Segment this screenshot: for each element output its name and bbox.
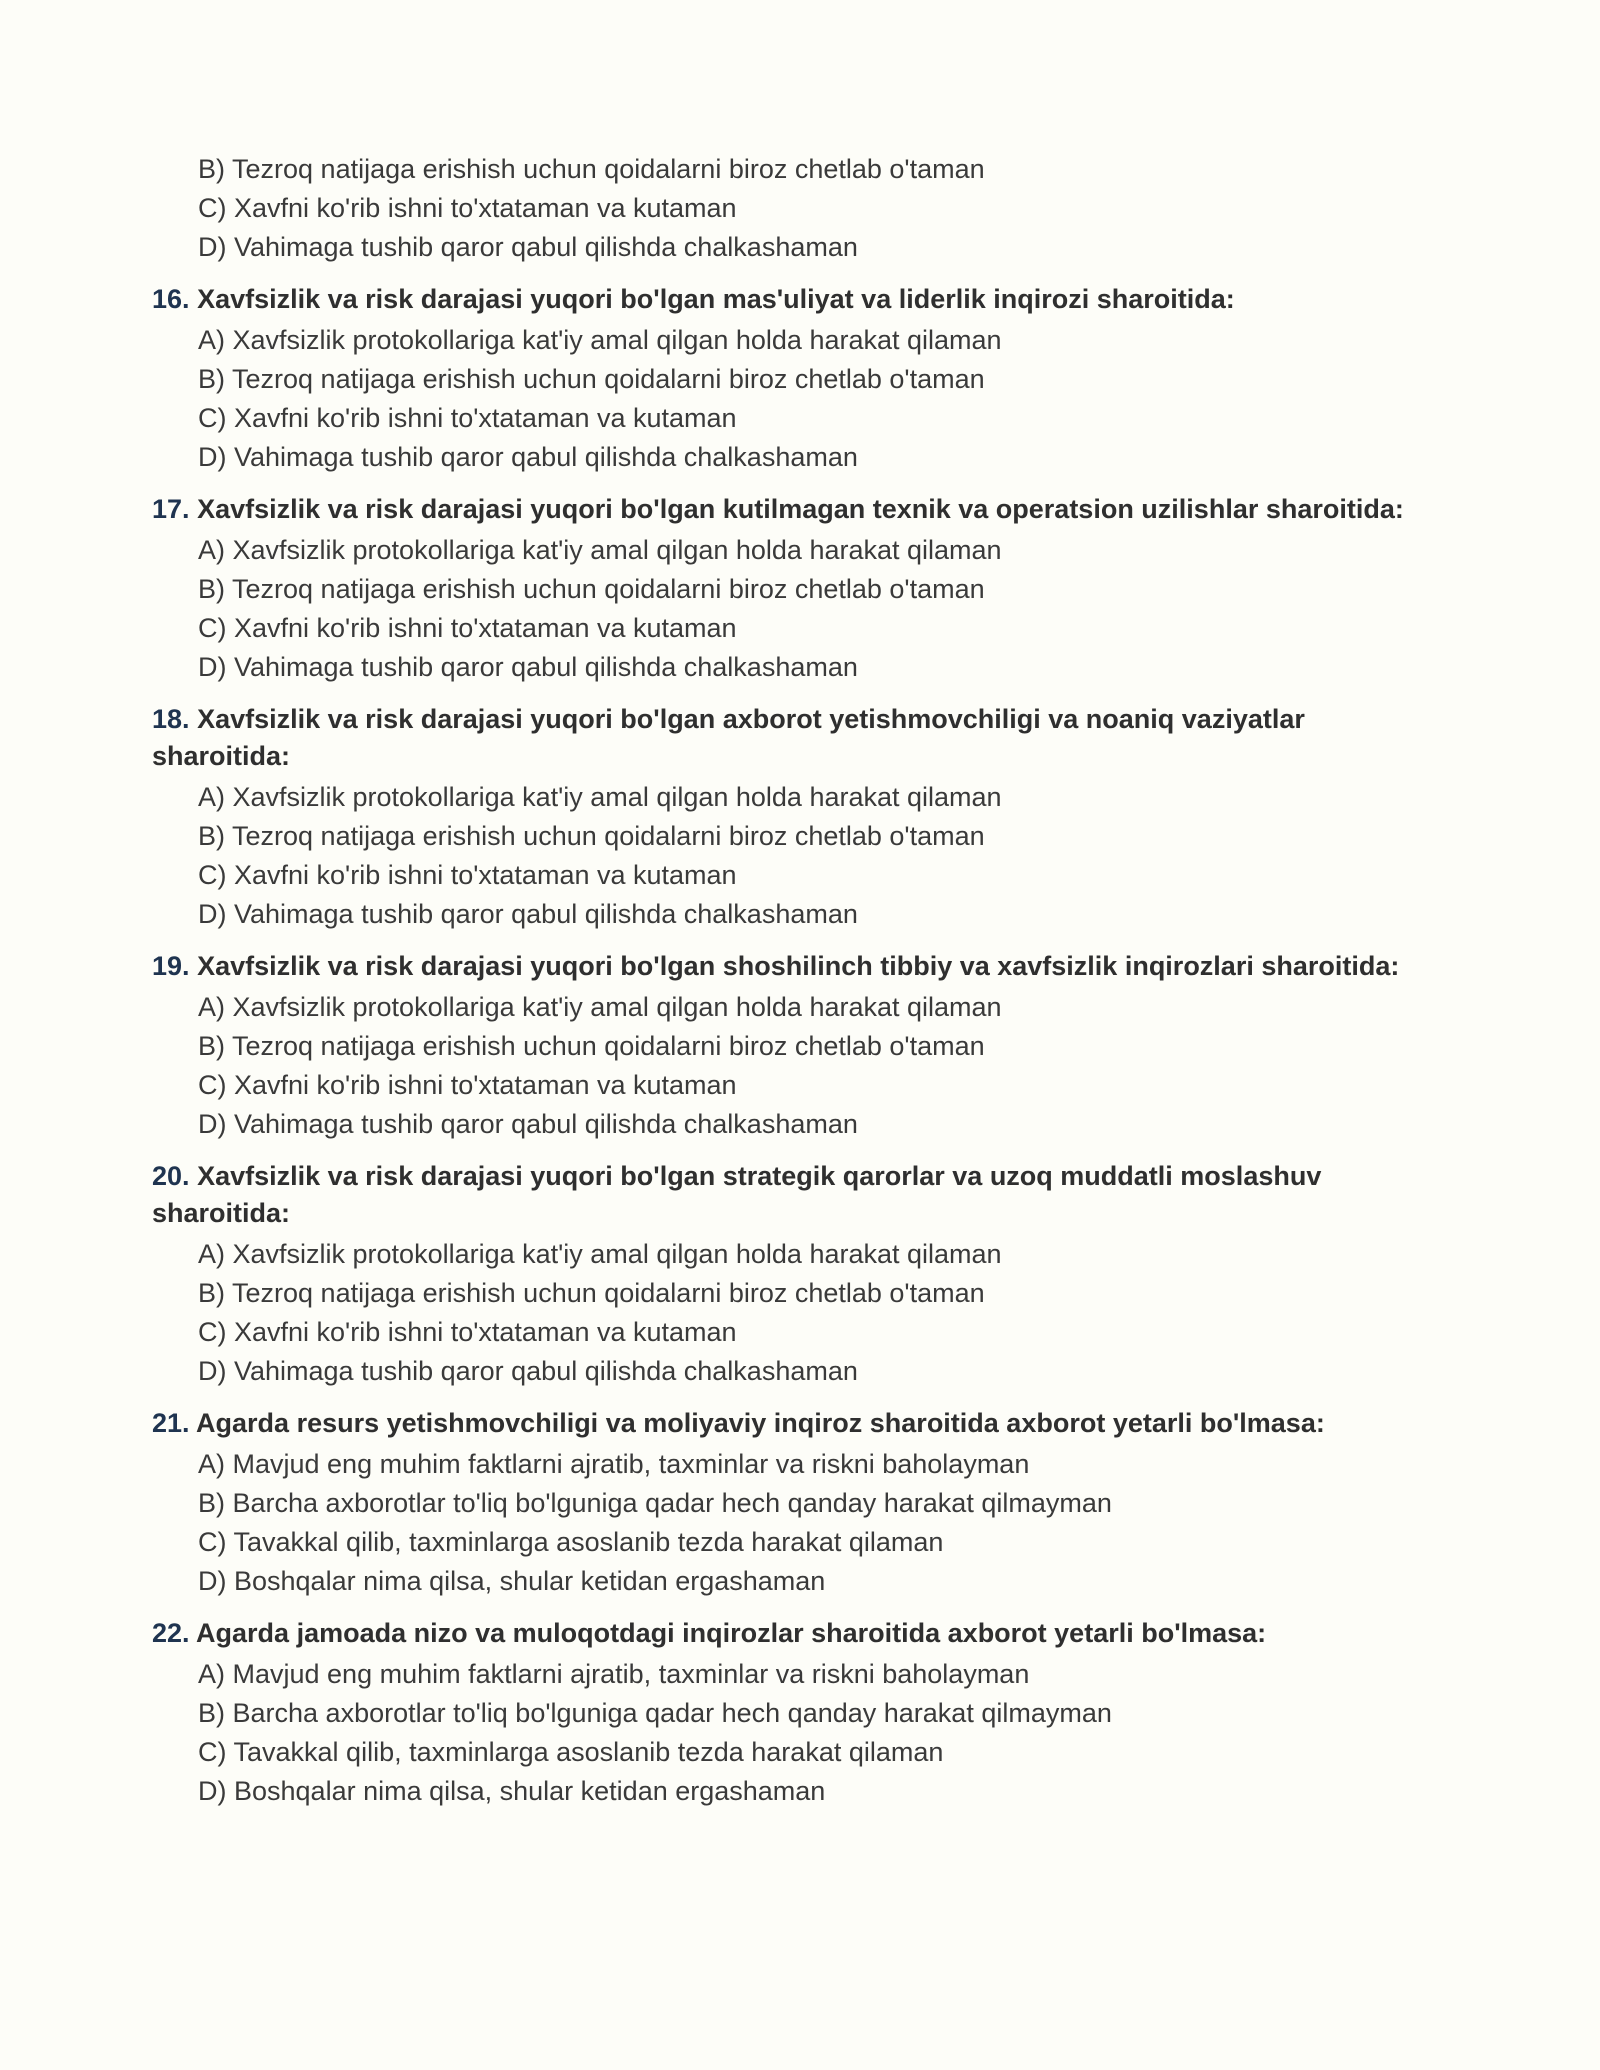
option-a: A) Xavfsizlik protokollariga kat'iy amal qilgan holda harakat qilaman (198, 1239, 1002, 1269)
option-b: B) Tezroq natijaga erishish uchun qoidalarni biroz chetlab o'taman (198, 821, 985, 851)
option-b: B) Tezroq natijaga erishish uchun qoidalarni biroz chetlab o'taman (198, 154, 985, 184)
option-a: A) Xavfsizlik protokollariga kat'iy amal qilgan holda harakat qilaman (198, 535, 1002, 565)
question-text (152, 1615, 1442, 1652)
question-prompt: Xavfsizlik va risk darajasi yuqori bo'lgan strategik qarorlar va uzoq muddatli moslashuv sharoitida: (152, 1161, 1322, 1228)
continued-options (152, 150, 1452, 267)
question-text (152, 1405, 1442, 1442)
question-16 (152, 281, 1452, 477)
option-b: B) Tezroq natijaga erishish uchun qoidalarni biroz chetlab o'taman (198, 1031, 985, 1061)
option-d: D) Boshqalar nima qilsa, shular ketidan ergashaman (198, 1776, 826, 1806)
question-number: 20. (152, 1161, 190, 1191)
document-page (152, 150, 1452, 1811)
option-d: D) Vahimaga tushib qaror qabul qilishda chalkashaman (198, 1356, 858, 1386)
option-a: A) Xavfsizlik protokollariga kat'iy amal qilgan holda harakat qilaman (198, 325, 1002, 355)
question-prompt: Xavfsizlik va risk darajasi yuqori bo'lgan axborot yetishmovchiligi va noaniq vaziyatlar sharoitida: (152, 704, 1305, 771)
option-a: A) Xavfsizlik protokollariga kat'iy amal qilgan holda harakat qilaman (198, 782, 1002, 812)
option-b: B) Barcha axborotlar to'liq bo'lguniga qadar hech qanday harakat qilmayman (198, 1488, 1112, 1518)
option-a: A) Mavjud eng muhim faktlarni ajratib, taxminlar va riskni baholayman (198, 1449, 1030, 1479)
option-c: C) Xavfni ko'rib ishni to'xtataman va kutaman (198, 193, 737, 223)
question-19 (152, 948, 1452, 1144)
question-number: 22. (152, 1618, 190, 1648)
option-b: B) Tezroq natijaga erishish uchun qoidalarni biroz chetlab o'taman (198, 574, 985, 604)
option-a: A) Xavfsizlik protokollariga kat'iy amal qilgan holda harakat qilaman (198, 992, 1002, 1022)
option-d: D) Vahimaga tushib qaror qabul qilishda chalkashaman (198, 1109, 858, 1139)
question-prompt: Xavfsizlik va risk darajasi yuqori bo'lgan shoshilinch tibbiy va xavfsizlik inqirozlari sharoitida: (197, 951, 1400, 981)
option-d: D) Vahimaga tushib qaror qabul qilishda chalkashaman (198, 652, 858, 682)
option-d: D) Vahimaga tushib qaror qabul qilishda chalkashaman (198, 899, 858, 929)
question-text (152, 701, 1442, 775)
question-prompt: Agarda jamoada nizo va muloqotdagi inqirozlar sharoitida axborot yetarli bo'lmasa: (196, 1618, 1267, 1648)
option-b: B) Barcha axborotlar to'liq bo'lguniga qadar hech qanday harakat qilmayman (198, 1698, 1112, 1728)
option-c: C) Tavakkal qilib, taxminlarga asoslanib tezda harakat qilaman (198, 1527, 944, 1557)
question-number: 16. (152, 284, 190, 314)
question-prompt: Xavfsizlik va risk darajasi yuqori bo'lgan mas'uliyat va liderlik inqirozi sharoitida: (197, 284, 1235, 314)
question-number: 19. (152, 951, 190, 981)
question-prompt: Xavfsizlik va risk darajasi yuqori bo'lgan kutilmagan texnik va operatsion uzilishlar sharoitida: (197, 494, 1404, 524)
question-17 (152, 491, 1452, 687)
question-20 (152, 1158, 1452, 1391)
question-22 (152, 1615, 1452, 1811)
question-number: 17. (152, 494, 190, 524)
question-text (152, 491, 1442, 528)
option-b: B) Tezroq natijaga erishish uchun qoidalarni biroz chetlab o'taman (198, 1278, 985, 1308)
option-c: C) Tavakkal qilib, taxminlarga asoslanib tezda harakat qilaman (198, 1737, 944, 1767)
question-prompt: Agarda resurs yetishmovchiligi va moliyaviy inqiroz sharoitida axborot yetarli bo'lmasa: (196, 1408, 1325, 1438)
question-text (152, 948, 1442, 985)
option-a: A) Mavjud eng muhim faktlarni ajratib, taxminlar va riskni baholayman (198, 1659, 1030, 1689)
option-c: C) Xavfni ko'rib ishni to'xtataman va kutaman (198, 613, 737, 643)
option-d: D) Boshqalar nima qilsa, shular ketidan ergashaman (198, 1566, 826, 1596)
option-c: C) Xavfni ko'rib ishni to'xtataman va kutaman (198, 860, 737, 890)
option-b: B) Tezroq natijaga erishish uchun qoidalarni biroz chetlab o'taman (198, 364, 985, 394)
question-text (152, 1158, 1442, 1232)
option-c: C) Xavfni ko'rib ishni to'xtataman va kutaman (198, 1070, 737, 1100)
option-d: D) Vahimaga tushib qaror qabul qilishda chalkashaman (198, 442, 858, 472)
option-c: C) Xavfni ko'rib ishni to'xtataman va kutaman (198, 403, 737, 433)
question-21 (152, 1405, 1452, 1601)
question-number: 21. (152, 1408, 190, 1438)
option-d: D) Vahimaga tushib qaror qabul qilishda chalkashaman (198, 232, 858, 262)
question-number: 18. (152, 704, 190, 734)
question-text (152, 281, 1442, 318)
question-18 (152, 701, 1452, 934)
option-c: C) Xavfni ko'rib ishni to'xtataman va kutaman (198, 1317, 737, 1347)
